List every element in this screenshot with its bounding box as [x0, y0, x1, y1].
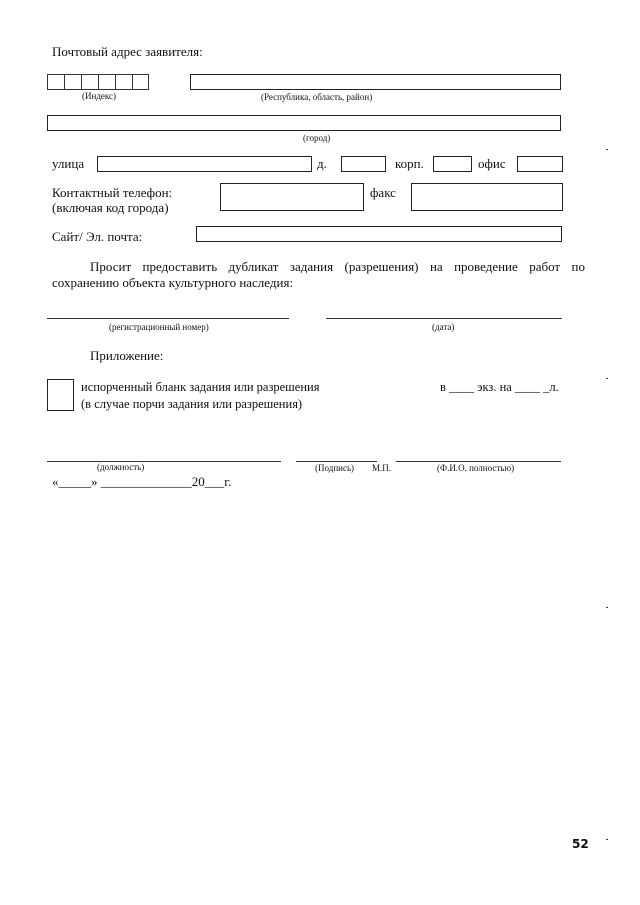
index-cell[interactable]	[98, 74, 115, 90]
margin-mark	[606, 149, 608, 150]
office-label: офис	[478, 156, 506, 171]
margin-mark	[606, 378, 608, 379]
position-caption: (должность)	[97, 462, 145, 472]
index-cell[interactable]	[115, 74, 132, 90]
street-label: улица	[52, 156, 85, 171]
phone-sublabel: (включая код города)	[52, 200, 169, 215]
page-number: 52	[572, 837, 589, 851]
full-name-caption: (Ф.И.О. полностью)	[437, 463, 515, 473]
building-label: корп.	[395, 156, 424, 171]
signature-date: «_____» ______________20___г.	[52, 474, 232, 489]
index-cell[interactable]	[132, 74, 149, 90]
house-field[interactable]	[341, 156, 386, 172]
margin-mark	[606, 607, 608, 608]
street-field[interactable]	[97, 156, 312, 172]
postal-address-title: Почтовый адрес заявителя:	[52, 44, 203, 59]
city-field[interactable]	[47, 115, 561, 131]
position-line[interactable]	[47, 461, 281, 462]
signature-caption: (Подпись)	[315, 463, 355, 473]
house-label: д.	[317, 156, 327, 171]
request-text-line2: сохранению объекта культурного наследия:	[52, 275, 294, 290]
signature-line[interactable]	[296, 461, 377, 462]
region-caption: (Республика, область, район)	[261, 92, 373, 102]
request-text-line1: Просит предоставить дубликат задания (разрешения) на проведение работ по	[90, 259, 585, 274]
index-cell[interactable]	[47, 74, 64, 90]
region-field[interactable]	[190, 74, 561, 90]
attachment-checkbox[interactable]	[47, 379, 74, 411]
registration-number-caption: (регистрационный номер)	[109, 322, 209, 332]
fax-field[interactable]	[411, 183, 563, 211]
index-cell[interactable]	[81, 74, 98, 90]
phone-field[interactable]	[220, 183, 364, 211]
site-email-field[interactable]	[196, 226, 562, 242]
site-email-label: Сайт/ Эл. почта:	[52, 229, 143, 244]
index-cells[interactable]	[47, 74, 149, 90]
attachment-title: Приложение:	[90, 348, 164, 363]
office-field[interactable]	[517, 156, 563, 172]
date-caption: (дата)	[432, 322, 455, 332]
attachment-item-line1: испорченный бланк задания или разрешения	[81, 380, 320, 394]
city-caption: (город)	[303, 133, 331, 143]
registration-number-line[interactable]	[47, 318, 289, 319]
index-caption: (Индекс)	[82, 91, 117, 101]
phone-label: Контактный телефон:	[52, 185, 173, 200]
building-field[interactable]	[433, 156, 472, 172]
attachment-copies: в ____ экз. на ____ _л.	[440, 380, 559, 394]
date-line[interactable]	[326, 318, 562, 319]
margin-mark	[606, 839, 608, 840]
attachment-item-line2: (в случае порчи задания или разрешения)	[81, 397, 303, 411]
fax-label: факс	[370, 185, 396, 200]
stamp-caption: М.П.	[372, 463, 392, 473]
full-name-line[interactable]	[396, 461, 561, 462]
index-cell[interactable]	[64, 74, 81, 90]
